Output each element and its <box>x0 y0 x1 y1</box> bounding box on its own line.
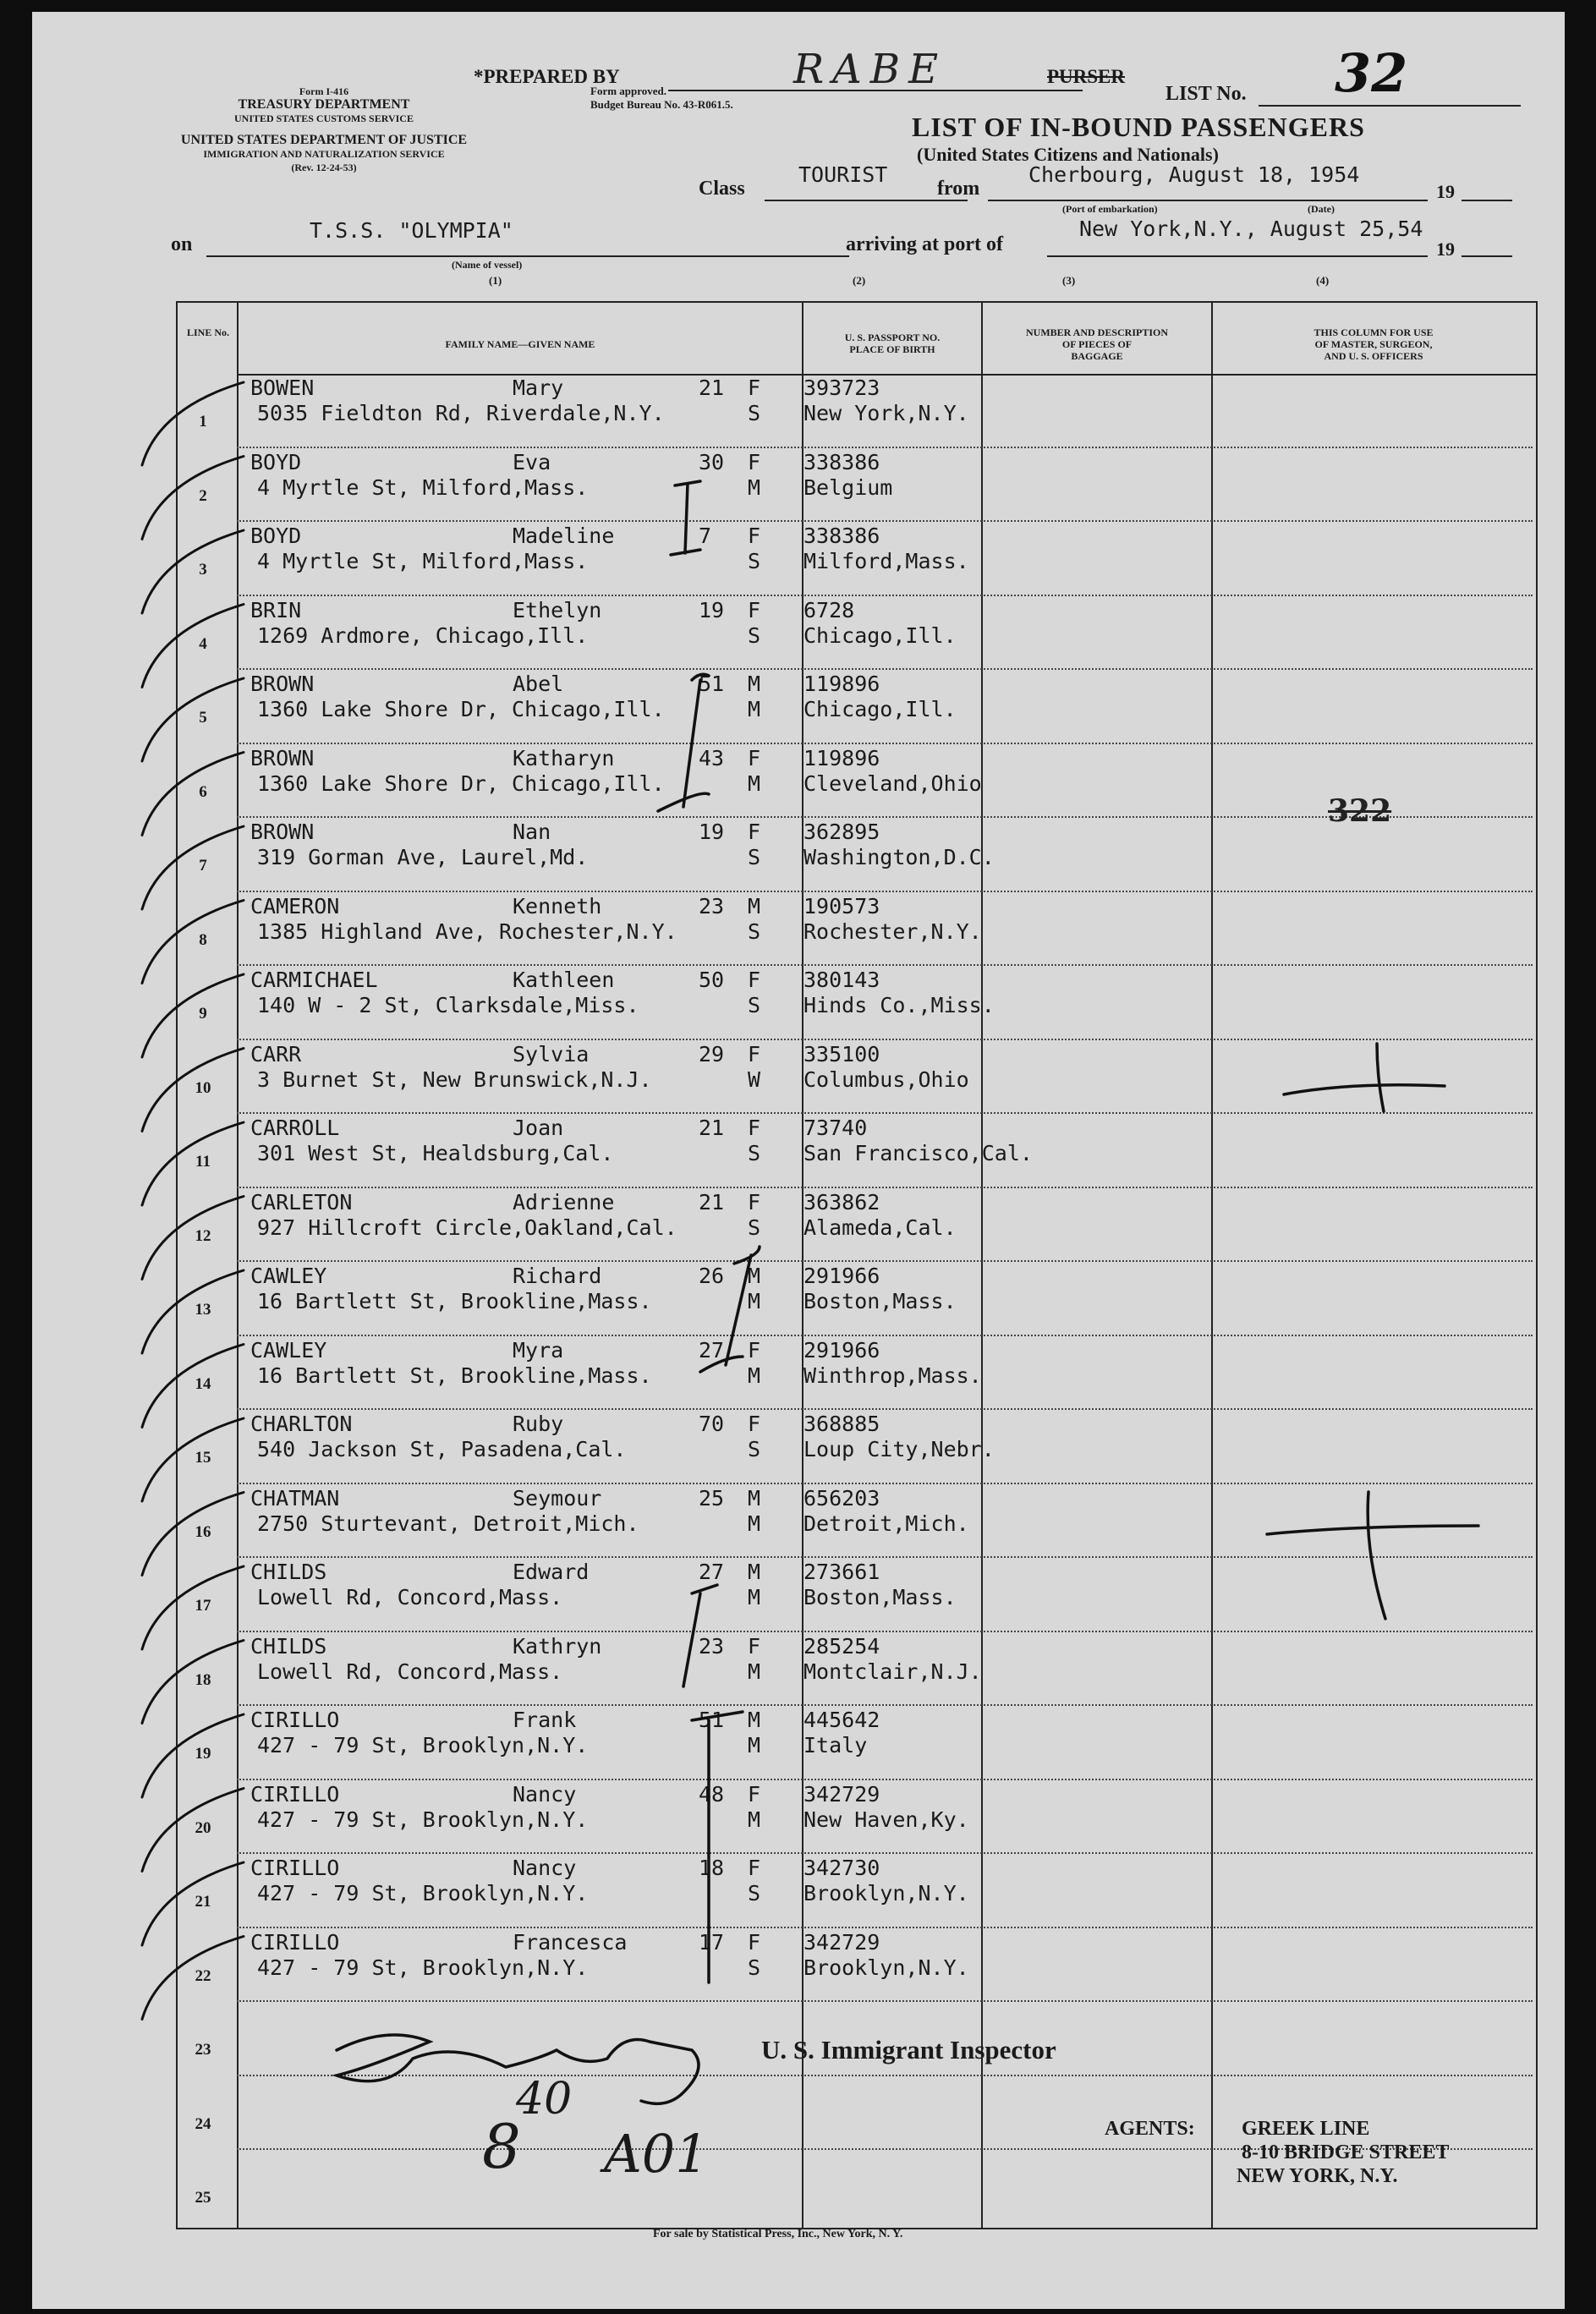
marital-status: M <box>748 1585 761 1609</box>
form-approved: Form approved. Budget Bureau No. 43-R061.5. <box>590 85 733 111</box>
class-value: TOURIST <box>798 162 888 187</box>
col-num-1: (1) <box>489 274 502 287</box>
sex: F <box>748 1337 761 1363</box>
sex: F <box>748 597 761 622</box>
passport-number: 291966 <box>803 1264 880 1288</box>
age: 48 <box>699 1781 725 1807</box>
address: 540 Jackson St, Pasadena,Cal. <box>257 1437 627 1461</box>
passport-number: 119896 <box>803 745 880 770</box>
check-mark <box>142 1270 244 1353</box>
sex: M <box>748 1485 761 1511</box>
marital-status: S <box>748 549 761 573</box>
from-value: Cherbourg, August 18, 1954 <box>1028 162 1360 187</box>
passport-number: 119896 <box>803 672 880 696</box>
check-mark <box>1267 1492 1478 1619</box>
marital-status: S <box>748 1881 761 1905</box>
year-label-2: 19 <box>1436 239 1455 260</box>
passport-number: 445642 <box>803 1708 880 1732</box>
family-name: CHILDS <box>250 1633 327 1659</box>
prepared-by-signature: RABE <box>793 46 947 93</box>
line-number: 20 <box>195 1818 211 1837</box>
year-label: 19 <box>1436 181 1455 202</box>
check-mark <box>142 1122 244 1205</box>
address: 1360 Lake Shore Dr, Chicago,Ill. <box>257 770 665 796</box>
age: 29 <box>699 1041 725 1067</box>
address: 2750 Sturtevant, Detroit,Mich. <box>257 1511 639 1536</box>
dept-justice-sub: IMMIGRATION AND NATURALIZATION SERVICE <box>203 148 445 160</box>
line-number: 9 <box>199 1005 207 1023</box>
marital-status: S <box>748 918 761 944</box>
passport-number: 342729 <box>803 1781 880 1807</box>
given-name: Myra <box>513 1337 564 1363</box>
family-name: CHATMAN <box>250 1485 340 1511</box>
marital-status: S <box>748 1215 761 1240</box>
check-mark <box>142 1345 244 1428</box>
family-name: CAMERON <box>250 893 340 918</box>
sex: F <box>748 1189 761 1215</box>
col-header-name: FAMILY NAME—GIVEN NAME <box>445 338 595 350</box>
check-mark <box>142 1641 244 1724</box>
line-number: 7 <box>199 857 207 875</box>
place-of-birth: Milford,Mass. <box>803 549 969 573</box>
line-number: 5 <box>199 709 207 727</box>
line-number: 4 <box>199 634 207 653</box>
check-mark <box>142 382 244 465</box>
marital-status: M <box>748 697 761 721</box>
given-name: Kenneth <box>513 893 602 918</box>
place-of-birth: Montclair,N.J. <box>803 1659 982 1684</box>
given-name: Nan <box>513 820 551 844</box>
given-name: Katharyn <box>513 745 615 770</box>
list-no-value: 32 <box>1335 42 1408 104</box>
place-of-birth: Hinds Co.,Miss. <box>803 993 995 1017</box>
vessel-caption: (Name of vessel) <box>452 259 523 271</box>
family-name: CHILDS <box>250 1560 327 1584</box>
col-num-3: (3) <box>1062 274 1076 287</box>
sex: M <box>748 1560 761 1584</box>
given-name: Mary <box>513 376 564 400</box>
prepared-by-label: *PREPARED BY <box>474 66 620 87</box>
age: 43 <box>699 745 725 770</box>
date-caption: (Date) <box>1308 203 1335 215</box>
given-name: Ruby <box>513 1412 564 1436</box>
handwritten-note-3: A01 <box>604 2123 709 2185</box>
passport-number: 363862 <box>803 1189 880 1215</box>
check-mark <box>142 1197 244 1280</box>
line-number: 11 <box>195 1153 211 1171</box>
sex: F <box>748 1116 761 1140</box>
check-mark <box>692 1712 743 1982</box>
place-of-birth: Chicago,Ill. <box>803 697 957 721</box>
dept-justice: UNITED STATES DEPARTMENT OF JUSTICE <box>180 133 468 147</box>
age: 70 <box>699 1412 725 1436</box>
line-number: 1 <box>199 413 207 430</box>
family-name: BROWN <box>250 745 315 770</box>
given-name: Francesca <box>513 1929 628 1955</box>
sex: F <box>748 1856 761 1880</box>
arriving-label: arriving at port of <box>846 233 1003 255</box>
line-number: 15 <box>195 1449 211 1467</box>
age: 18 <box>699 1856 725 1880</box>
age: 21 <box>699 1189 725 1215</box>
passport-number: 338386 <box>803 449 880 474</box>
address: 16 Bartlett St, Brookline,Mass. <box>257 1289 652 1313</box>
passport-number: 342729 <box>803 1929 880 1955</box>
arriving-value: New York,N.Y., August 25,54 <box>1079 217 1423 241</box>
place-of-birth: Winthrop,Mass. <box>803 1363 982 1388</box>
address: 301 West St, Healdsburg,Cal. <box>257 1141 614 1165</box>
place-of-birth: Detroit,Mich. <box>803 1511 969 1536</box>
place-of-birth: Rochester,N.Y. <box>803 918 982 944</box>
passport-number: 338386 <box>803 524 880 548</box>
purser-label: PURSER <box>1047 66 1126 87</box>
marital-status: M <box>748 1289 761 1313</box>
marital-status: M <box>748 1363 761 1388</box>
line-number: 22 <box>195 1966 211 1985</box>
check-mark <box>142 1418 244 1501</box>
family-name: CARMICHAEL <box>250 968 378 992</box>
check-mark <box>337 2035 699 2103</box>
address: 4 Myrtle St, Milford,Mass. <box>257 474 589 500</box>
sex: F <box>748 1781 761 1807</box>
check-mark <box>142 753 244 836</box>
place-of-birth: Loup City,Nebr. <box>803 1437 995 1461</box>
passport-number: 342730 <box>803 1856 880 1880</box>
dept-treasury: TREASURY DEPARTMENT <box>238 97 410 112</box>
place-of-birth: Brooklyn,N.Y. <box>803 1881 969 1905</box>
check-mark <box>142 1493 244 1576</box>
line-number: 16 <box>195 1522 211 1541</box>
address: 427 - 79 St, Brooklyn,N.Y. <box>257 1807 589 1832</box>
line-number: 12 <box>195 1226 211 1245</box>
check-mark <box>671 481 700 555</box>
col-header-officers: THIS COLUMN FOR USE OF MASTER, SURGEON, AND U. S. OFFICERS <box>1314 326 1434 362</box>
col-num-2: (2) <box>853 274 866 287</box>
page-subtitle: (United States Citizens and Nationals) <box>917 144 1219 165</box>
page-title: LIST OF IN-BOUND PASSENGERS <box>912 112 1365 142</box>
sex: F <box>748 1041 761 1067</box>
marital-status: S <box>748 622 761 648</box>
age: 19 <box>699 597 725 622</box>
given-name: Madeline <box>513 524 615 548</box>
address: 3 Burnet St, New Brunswick,N.J. <box>257 1067 652 1092</box>
given-name: Eva <box>513 449 551 474</box>
line-number: 2 <box>199 486 207 505</box>
age: 27 <box>699 1337 725 1363</box>
family-name: CIRILLO <box>250 1708 340 1732</box>
family-name: CAWLEY <box>250 1337 327 1363</box>
line-number: 8 <box>199 930 207 949</box>
family-name: BOYD <box>250 449 302 474</box>
family-name: CARLETON <box>250 1189 353 1215</box>
agents-line-1: GREEK LINE <box>1242 2118 1370 2140</box>
address: 427 - 79 St, Brooklyn,N.Y. <box>257 1881 589 1905</box>
passport-number: 393723 <box>803 376 880 400</box>
line-number: 17 <box>195 1597 211 1615</box>
line-number: 23 <box>195 2041 211 2059</box>
address: 16 Bartlett St, Brookline,Mass. <box>257 1363 652 1388</box>
check-mark <box>142 1937 244 2020</box>
footer: For sale by Statistical Press, Inc., New York, N. Y. <box>653 2228 903 2240</box>
vessel-value: T.S.S. "OLYMPIA" <box>310 218 513 243</box>
age: 25 <box>699 1485 725 1511</box>
given-name: Adrienne <box>513 1189 615 1215</box>
family-name: CARROLL <box>250 1116 340 1140</box>
place-of-birth: San Francisco,Cal. <box>803 1141 1033 1165</box>
place-of-birth: New Haven,Ky. <box>803 1807 969 1832</box>
age: 30 <box>699 449 725 474</box>
form-number: Form I-416 <box>299 85 349 97</box>
passport-number: 368885 <box>803 1412 880 1436</box>
line-number: 10 <box>195 1078 211 1097</box>
age: 51 <box>699 1708 725 1732</box>
marital-status: S <box>748 845 761 869</box>
marital-status: S <box>748 1141 761 1165</box>
on-label: on <box>171 233 193 255</box>
inspector-label: U. S. Immigrant Inspector <box>761 2035 1056 2065</box>
place-of-birth: Alameda,Cal. <box>803 1215 957 1240</box>
handwritten-checkmarks <box>32 12 1565 2309</box>
marital-status: M <box>748 1733 761 1757</box>
sex: M <box>748 672 761 696</box>
sex: F <box>748 820 761 844</box>
family-name: BOWEN <box>250 376 315 400</box>
handwritten-note-1: 8 <box>482 2111 521 2182</box>
line-number: 14 <box>195 1374 211 1393</box>
list-no-label: LIST No. <box>1165 83 1247 105</box>
age: 21 <box>699 376 725 400</box>
place-of-birth: Brooklyn,N.Y. <box>803 1955 969 1980</box>
passenger-manifest-page <box>32 12 1565 2309</box>
age: 26 <box>699 1264 725 1288</box>
sex: F <box>748 376 761 400</box>
address: 5035 Fieldton Rd, Riverdale,N.Y. <box>257 401 665 425</box>
check-mark <box>142 901 244 984</box>
line-number: 19 <box>195 1745 211 1763</box>
given-name: Joan <box>513 1116 564 1140</box>
given-name: Nancy <box>513 1781 577 1807</box>
given-name: Nancy <box>513 1856 577 1880</box>
passport-number: 285254 <box>803 1633 880 1659</box>
sex: F <box>748 1412 761 1436</box>
address: Lowell Rd, Concord,Mass. <box>257 1659 563 1684</box>
from-label: from <box>937 178 980 200</box>
check-mark <box>700 1247 760 1372</box>
agents-line-2: 8-10 BRIDGE STREET <box>1242 2141 1450 2163</box>
check-mark <box>142 530 244 613</box>
check-mark <box>142 605 244 688</box>
place-of-birth: Boston,Mass. <box>803 1289 957 1313</box>
address: 140 W - 2 St, Clarksdale,Miss. <box>257 993 639 1017</box>
marital-status: M <box>748 474 761 500</box>
age: 27 <box>699 1560 725 1584</box>
address: 427 - 79 St, Brooklyn,N.Y. <box>257 1733 589 1757</box>
age: 50 <box>699 968 725 992</box>
line-number: 18 <box>195 1670 211 1689</box>
age: 19 <box>699 820 725 844</box>
sex: F <box>748 1929 761 1955</box>
family-name: BROWN <box>250 672 315 696</box>
passport-number: 73740 <box>803 1116 868 1140</box>
officer-stamp: 322 <box>1328 793 1392 829</box>
check-mark <box>142 1049 244 1132</box>
line-number: 3 <box>199 561 207 578</box>
family-name: BOYD <box>250 524 302 548</box>
family-name: CIRILLO <box>250 1781 340 1807</box>
col-header-line-no: LINE No. <box>186 326 229 338</box>
place-of-birth: Italy <box>803 1733 868 1757</box>
check-mark <box>1284 1044 1445 1111</box>
address: Lowell Rd, Concord,Mass. <box>257 1585 563 1609</box>
family-name: CAWLEY <box>250 1264 327 1288</box>
agents-line-3: NEW YORK, N.Y. <box>1237 2165 1398 2187</box>
col-num-4: (4) <box>1316 274 1330 287</box>
family-name: CHARLTON <box>250 1412 353 1436</box>
place-of-birth: Boston,Mass. <box>803 1585 957 1609</box>
sex: F <box>748 524 761 548</box>
passport-number: 291966 <box>803 1337 880 1363</box>
revision: (Rev. 12-24-53) <box>291 162 357 173</box>
col-header-baggage: NUMBER AND DESCRIPTION OF PIECES OF BAGGAGE <box>1025 326 1169 362</box>
sex: F <box>748 745 761 770</box>
place-of-birth: Cleveland,Ohio <box>803 770 982 796</box>
check-mark <box>142 1566 244 1649</box>
family-name: CARR <box>250 1041 302 1067</box>
passport-number: 656203 <box>803 1485 880 1511</box>
marital-status: S <box>748 1955 761 1980</box>
marital-status: S <box>748 993 761 1017</box>
given-name: Seymour <box>513 1485 602 1511</box>
check-mark <box>683 1585 717 1686</box>
line-number: 13 <box>195 1301 211 1319</box>
address: 319 Gorman Ave, Laurel,Md. <box>257 845 589 869</box>
marital-status: M <box>748 1807 761 1832</box>
address: 1360 Lake Shore Dr, Chicago,Ill. <box>257 697 665 721</box>
line-number: 6 <box>199 782 207 801</box>
passport-number: 6728 <box>803 597 855 622</box>
family-name: CIRILLO <box>250 1929 340 1955</box>
col-header-passport: U. S. PASSPORT NO. PLACE OF BIRTH <box>844 332 941 355</box>
address: 1269 Ardmore, Chicago,Ill. <box>257 622 589 648</box>
marital-status: M <box>748 770 761 796</box>
agents-label: AGENTS: <box>1105 2118 1195 2140</box>
place-of-birth: Washington,D.C. <box>803 845 995 869</box>
marital-status: M <box>748 1511 761 1536</box>
place-of-birth: Chicago,Ill. <box>803 622 957 648</box>
place-of-birth: Belgium <box>803 474 893 500</box>
line-number: 21 <box>195 1893 211 1911</box>
address: 427 - 79 St, Brooklyn,N.Y. <box>257 1955 589 1980</box>
age: 51 <box>699 672 725 696</box>
place-of-birth: Columbus,Ohio <box>803 1067 969 1092</box>
sex: M <box>748 1708 761 1732</box>
marital-status: M <box>748 1659 761 1684</box>
check-mark <box>142 826 244 909</box>
marital-status: S <box>748 1437 761 1461</box>
passport-number: 380143 <box>803 968 880 992</box>
line-number: 24 <box>195 2114 211 2133</box>
age: 23 <box>699 1633 725 1659</box>
passport-number: 190573 <box>803 893 880 918</box>
age: 7 <box>699 524 712 548</box>
check-mark <box>142 1714 244 1797</box>
check-mark <box>142 1789 244 1872</box>
marital-status: W <box>748 1067 761 1092</box>
age: 21 <box>699 1116 725 1140</box>
sex: M <box>748 1264 761 1288</box>
port-embark-caption: (Port of embarkation) <box>1062 203 1158 215</box>
passport-number: 273661 <box>803 1560 880 1584</box>
given-name: Sylvia <box>513 1041 590 1067</box>
address: 4 Myrtle St, Milford,Mass. <box>257 549 589 573</box>
sex: F <box>748 968 761 992</box>
check-mark <box>142 457 244 540</box>
family-name: CIRILLO <box>250 1856 340 1880</box>
check-mark <box>142 678 244 761</box>
sex: M <box>748 893 761 918</box>
given-name: Edward <box>513 1560 590 1584</box>
address: 927 Hillcroft Circle,Oakland,Cal. <box>257 1215 677 1240</box>
address: 1385 Highland Ave, Rochester,N.Y. <box>257 918 677 944</box>
class-label: Class <box>699 178 745 200</box>
handwritten-note-2: 40 <box>516 2074 573 2125</box>
given-name: Frank <box>513 1708 577 1732</box>
given-name: Abel <box>513 672 564 696</box>
age: 23 <box>699 893 725 918</box>
marital-status: S <box>748 401 761 425</box>
line-number: 25 <box>195 2189 211 2207</box>
dept-treasury-sub: UNITED STATES CUSTOMS SERVICE <box>234 112 414 124</box>
passport-number: 362895 <box>803 820 880 844</box>
given-name: Ethelyn <box>513 597 602 622</box>
passport-number: 335100 <box>803 1041 880 1067</box>
given-name: Kathleen <box>513 968 615 992</box>
age: 17 <box>699 1929 725 1955</box>
sex: F <box>748 1633 761 1659</box>
sex: F <box>748 449 761 474</box>
check-mark <box>142 1862 244 1945</box>
check-mark <box>658 674 709 811</box>
given-name: Richard <box>513 1264 602 1288</box>
family-name: BROWN <box>250 820 315 844</box>
given-name: Kathryn <box>513 1633 602 1659</box>
place-of-birth: New York,N.Y. <box>803 401 969 425</box>
check-mark <box>142 974 244 1057</box>
family-name: BRIN <box>250 597 302 622</box>
